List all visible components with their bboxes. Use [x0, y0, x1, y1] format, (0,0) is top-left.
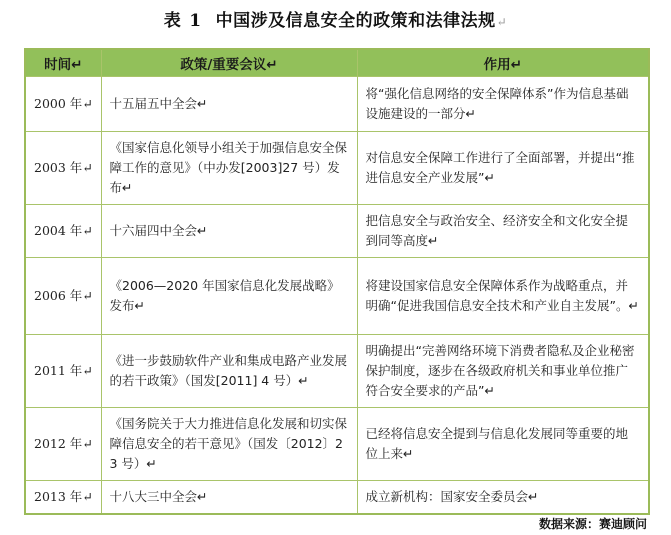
- table-row: [25, 205, 649, 258]
- cell-time: 2012 年↵: [25, 408, 101, 481]
- header-policy: 政策/重要会议↵: [101, 49, 357, 77]
- cell-effect: 将“强化信息网络的安全保障体系”作为信息基础设施建设的一部分↵: [357, 77, 649, 132]
- cell-time: 2003 年↵: [25, 132, 101, 205]
- table-row: [25, 481, 649, 515]
- cell-effect: 明确提出“完善网络环境下消费者隐私及企业秘密保护制度，逐步在各级政府机关和事业单位推广符合安全要求的产品”↵: [357, 335, 649, 408]
- data-source-note: 数据来源：赛迪顾问: [538, 517, 647, 531]
- cell-effect: 将建设国家信息安全保障体系作为战略重点，并明确“促进我国信息安全技术和产业自主发展”。↵: [357, 258, 649, 335]
- cell-effect: 成立新机构：国家安全委员会↵: [357, 481, 649, 515]
- cell-time: 2006 年↵: [25, 258, 101, 335]
- cell-effect: 把信息安全与政治安全、经济安全和文化安全提到同等高度↵: [357, 205, 649, 258]
- header-time: 时间↵: [25, 49, 101, 77]
- cell-policy: 《2006—2020 年国家信息化发展战略》发布↵: [101, 258, 357, 335]
- cell-effect: 已经将信息安全提到与信息化发展同等重要的地位上来↵: [357, 408, 649, 481]
- table-row: [25, 335, 649, 408]
- table-row: [25, 77, 649, 132]
- cell-time: 2000 年↵: [25, 77, 101, 132]
- table-row: [25, 132, 649, 205]
- header-effect: 作用↵: [357, 49, 649, 77]
- cell-policy: 十五届五中全会↵: [101, 77, 357, 132]
- cell-policy: 十六届四中全会↵: [101, 205, 357, 258]
- paragraph-mark-icon: ↵: [496, 15, 508, 29]
- cell-time: 2011 年↵: [25, 335, 101, 408]
- table-number: 1: [189, 11, 202, 31]
- cell-time: 2013 年↵: [25, 481, 101, 515]
- table-header-row: [25, 49, 649, 77]
- cell-policy: 十八大三中全会↵: [101, 481, 357, 515]
- cell-time: 2004 年↵: [25, 205, 101, 258]
- table-row: [25, 408, 649, 481]
- cell-policy: 《国务院关于大力推进信息化发展和切实保障信息安全的若干意见》（国发〔2012〕23 号）↵: [101, 408, 357, 481]
- table-label: 表: [163, 11, 182, 31]
- cell-policy: 《国家信息化领导小组关于加强信息安全保障工作的意见》（中办发[2003]27 号）发布↵: [101, 132, 357, 205]
- policy-table: [24, 48, 650, 515]
- cell-policy: 《进一步鼓励软件产业和集成电路产业发展的若干政策》（国发[2011] 4 号）↵: [101, 335, 357, 408]
- table-row: [25, 258, 649, 335]
- table-title: [0, 6, 671, 31]
- table-title-text: 中国涉及信息安全的政策和法律法规: [215, 11, 496, 31]
- cell-effect: 对信息安全保障工作进行了全面部署，并提出“推进信息安全产业发展”↵: [357, 132, 649, 205]
